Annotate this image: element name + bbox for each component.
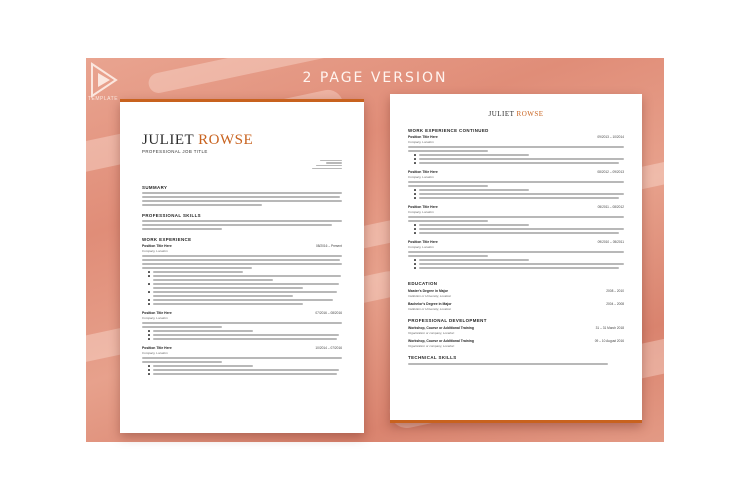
dev-org-1: Organization or company, Location <box>408 331 455 335</box>
resume-page-1 <box>120 99 364 433</box>
dev-dates-2: 09 – 10 August 2016 <box>594 339 624 343</box>
development-heading: PROFESSIONAL DEVELOPMENT <box>408 318 487 323</box>
job2-title-1: Position Title Here <box>408 135 438 139</box>
experience-continued-heading: WORK EXPERIENCE CONTINUED <box>408 128 489 133</box>
edu-title-1: Master's Degree in Major <box>408 289 449 293</box>
job2-dates-1: 09/2013 – 10/2014 <box>597 135 624 139</box>
job2-company-2: Company, Location <box>408 175 434 179</box>
experience-heading: WORK EXPERIENCE <box>142 237 192 242</box>
job2-title-4: Position Title Here <box>408 240 438 244</box>
first-name: JULIET <box>488 110 515 118</box>
job-title-1: Position Title Here <box>142 244 172 248</box>
education-heading: EDUCATION <box>408 281 438 286</box>
job2-title-3: Position Title Here <box>408 205 438 209</box>
job-dates-3: 10/2014 – 07/2016 <box>315 346 342 350</box>
last-name: ROWSE <box>516 110 544 118</box>
dev-org-2: Organization or company, Location <box>408 344 455 348</box>
job2-dates-3: 05/2011 – 08/2012 <box>597 205 624 209</box>
job2-title-2: Position Title Here <box>408 170 438 174</box>
technical-skills-heading: TECHNICAL SKILLS <box>408 355 457 360</box>
dev-title-1: Workshop, Course or Additional Training <box>408 326 474 330</box>
edu-school-1: Institution or University, Location <box>408 294 452 298</box>
job-dates-2: 07/2016 – 08/2016 <box>315 311 342 315</box>
job-company-1: Company, Location <box>142 249 168 253</box>
edu-dates-1: 2008 – 2010 <box>606 289 624 293</box>
version-title: 2 PAGE VERSION <box>302 70 448 86</box>
candidate-name-header <box>390 110 642 118</box>
edu-title-2: Bachelor's Degree in Major <box>408 302 452 306</box>
edu-dates-2: 2004 – 2008 <box>606 302 624 306</box>
job-company-2: Company, Location <box>142 316 168 320</box>
dev-title-2: Workshop, Course or Additional Training <box>408 339 474 343</box>
logo-text: TEMPLATE <box>88 96 119 102</box>
job-title-3: Position Title Here <box>142 346 172 350</box>
contact-block <box>312 158 342 171</box>
edu-school-2: Institution or University, Location <box>408 307 452 311</box>
summary-heading: SUMMARY <box>142 185 168 190</box>
job2-company-4: Company, Location <box>408 245 434 249</box>
job2-company-3: Company, Location <box>408 210 434 214</box>
candidate-name <box>142 132 253 149</box>
skills-heading: PROFESSIONAL SKILLS <box>142 213 201 218</box>
dev-dates-1: 31 – 31 March 2018 <box>595 326 624 330</box>
job-company-3: Company, Location <box>142 351 168 355</box>
job-dates-1: 08/2016 – Present <box>315 244 342 248</box>
first-name: JULIET <box>142 132 194 148</box>
job-title: PROFESSIONAL JOB TITLE <box>142 149 208 154</box>
job2-company-1: Company, Location <box>408 140 434 144</box>
last-name: ROWSE <box>198 132 254 148</box>
job2-dates-2: 08/2012 – 09/2013 <box>597 170 624 174</box>
resume-page-2 <box>390 94 642 423</box>
job-title-2: Position Title Here <box>142 311 172 315</box>
job2-dates-4: 09/2010 – 05/2011 <box>597 240 624 244</box>
